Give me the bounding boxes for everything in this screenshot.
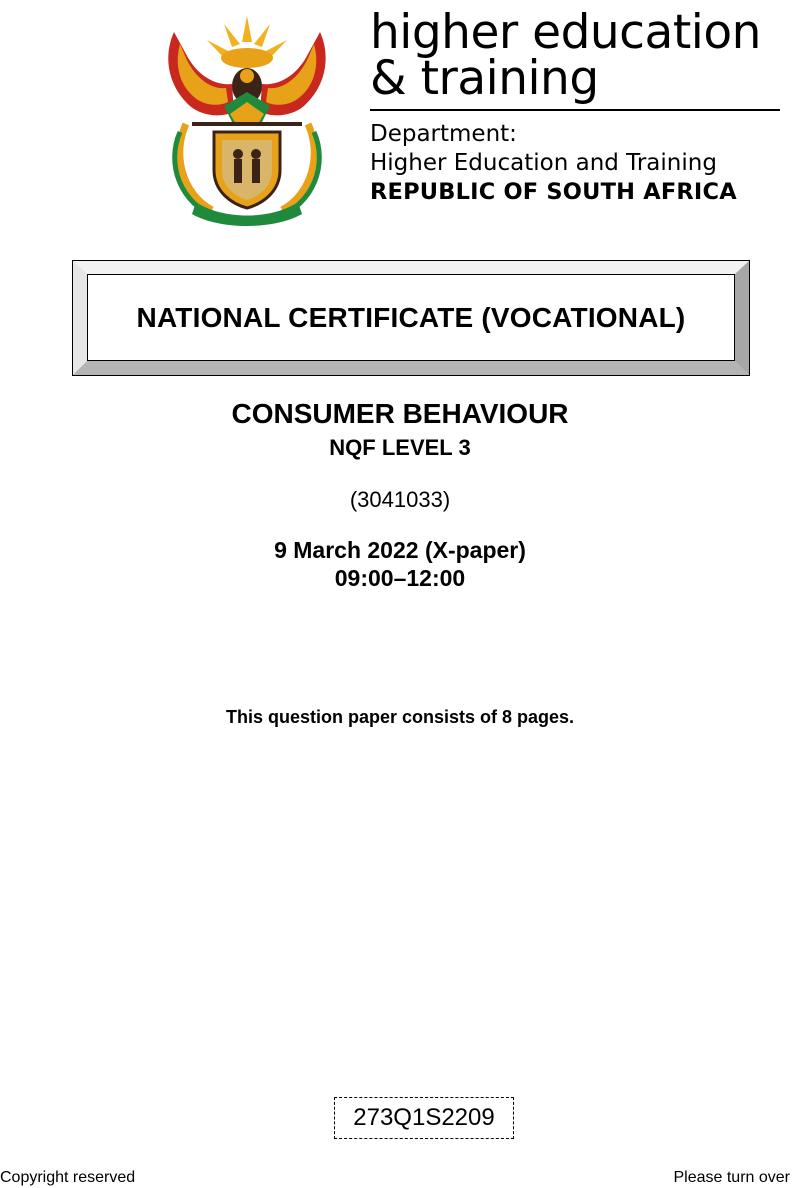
paper-serial-number: 273Q1S2209: [334, 1097, 514, 1139]
department-block: [370, 120, 790, 207]
certificate-title: NATIONAL CERTIFICATE (VOCATIONAL): [136, 301, 686, 333]
wheat-left-icon: [180, 124, 212, 210]
certificate-frame: [72, 260, 750, 376]
coat-of-arms-logo: [162, 14, 332, 228]
footer-copyright: Copyright reserved: [0, 1169, 136, 1186]
brand-title: [370, 5, 790, 106]
department-label: Department:: [370, 121, 517, 147]
subject-title: CONSUMER BEHAVIOUR: [231, 398, 569, 429]
exam-time: 09:00–12:00: [334, 565, 466, 591]
wheat-right-icon: [282, 124, 314, 210]
brand-divider: [370, 109, 780, 111]
sun-rays-icon: [207, 16, 287, 68]
brand-line-1: higher education: [370, 5, 761, 60]
footer-turn-over: Please turn over: [673, 1169, 790, 1186]
nqf-level: NQF LEVEL 3: [329, 435, 471, 460]
brand-line-2: & training: [370, 51, 599, 106]
subject-code: (3041033): [349, 487, 451, 512]
pages-note: This question paper consists of 8 pages.: [225, 707, 575, 727]
exam-date: 9 March 2022 (X-paper): [274, 537, 526, 563]
republic-label: REPUBLIC OF SOUTH AFRICA: [370, 179, 737, 205]
department-name: Higher Education and Training: [370, 150, 717, 176]
